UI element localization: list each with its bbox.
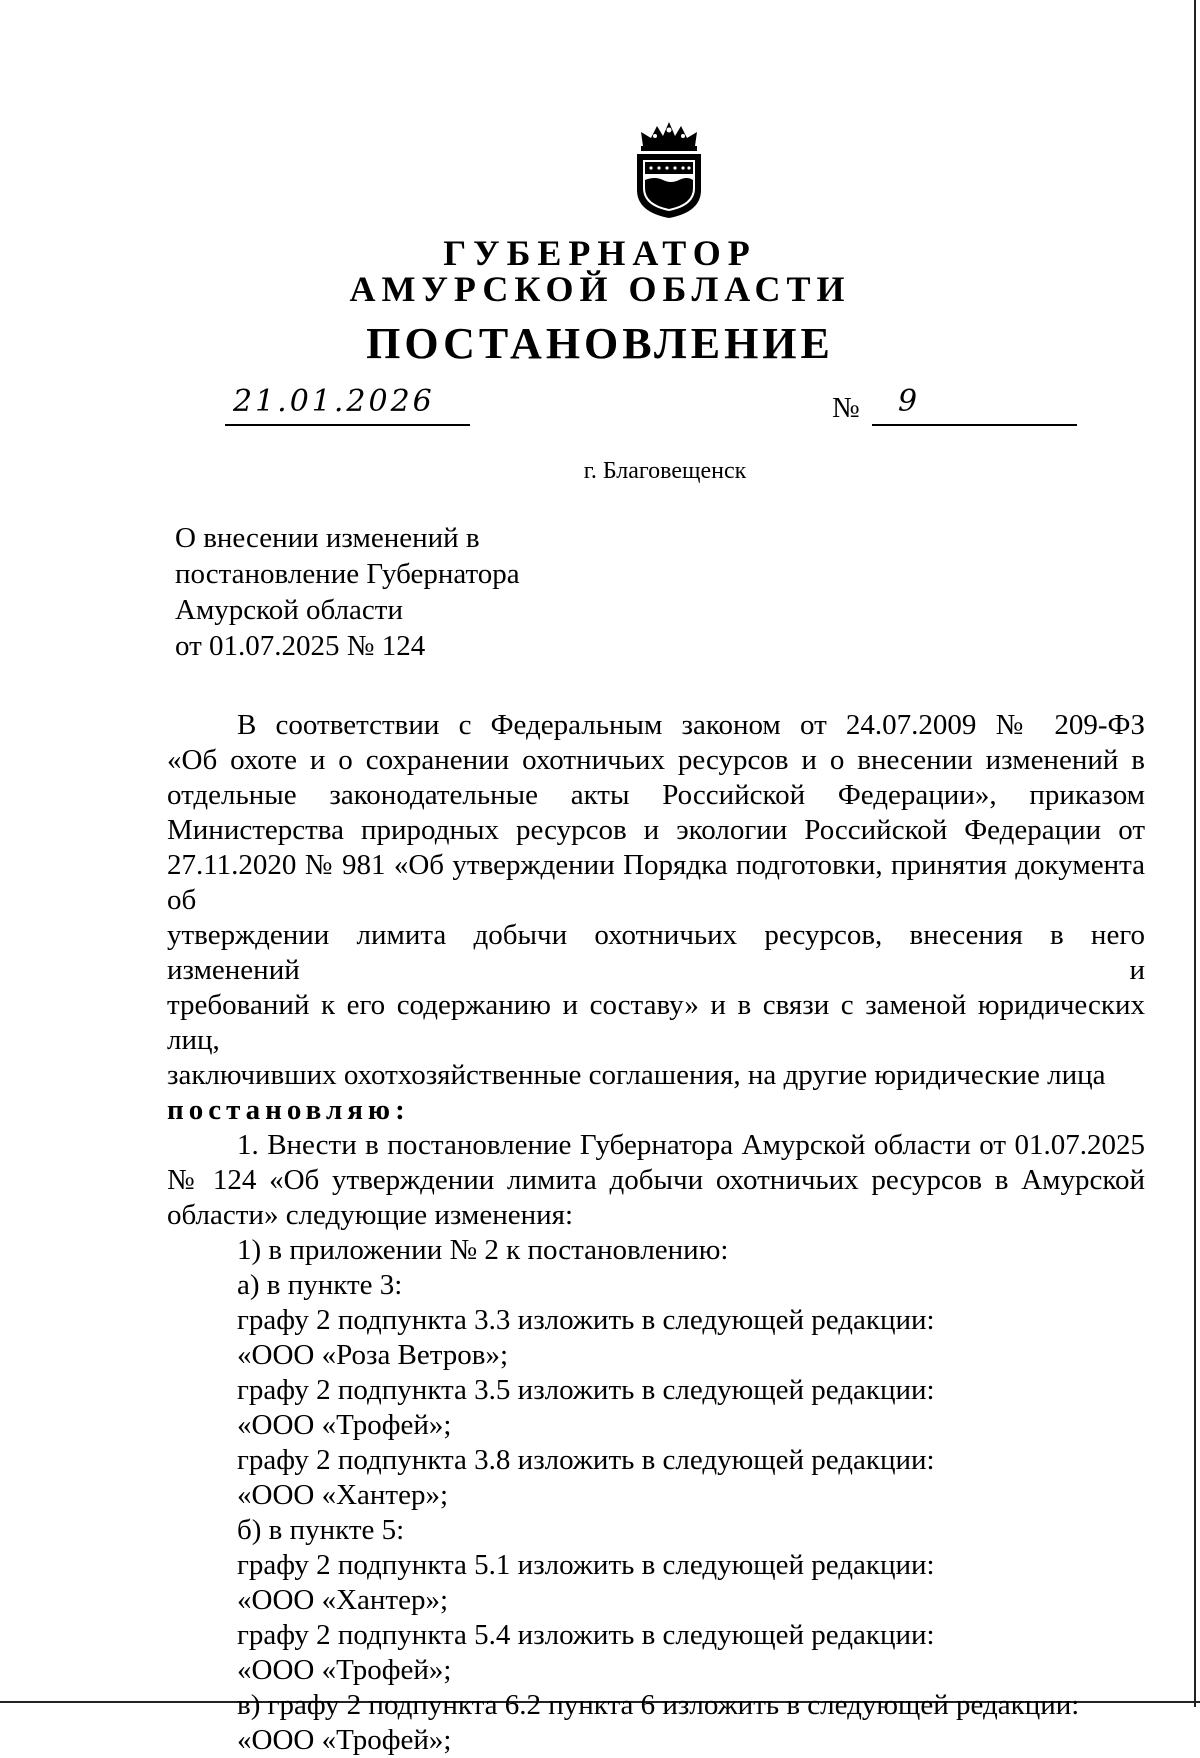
preamble-line: требований к его содержанию и составу» и в связи с заменой юридических лиц, — [167, 989, 1145, 1056]
list-line: б) в пункте 5: — [237, 1514, 405, 1546]
list-line: «ООО «Хантер»; — [237, 1584, 449, 1616]
list-line: в) графу 2 подпункта 6.2 пункта 6 изложить в следующей редакции: — [237, 1689, 1080, 1721]
subject-line: О внесении изменений в — [175, 522, 480, 554]
preamble-paragraph — [167, 708, 1145, 1758]
list-line: «ООО «Роза Ветров»; — [237, 1339, 509, 1371]
header-governor: ГУБЕРНАТОР — [443, 233, 757, 273]
item1-line: № 124 «Об утверждении лимита добычи охотничьих ресурсов в Амурской — [167, 1164, 1145, 1196]
decree-word: постановляю: — [167, 1094, 410, 1126]
subject-line: Амурской области — [175, 594, 403, 626]
list-line: графу 2 подпункта 3.8 изложить в следующей редакции: — [237, 1444, 935, 1476]
preamble-line: отдельные законодательные акты Российской Федерации», приказом — [167, 779, 1145, 811]
list-line: «ООО «Трофей»; — [237, 1654, 452, 1686]
list-line: «ООО «Трофей»; — [237, 1409, 452, 1441]
list-line: 1) в приложении № 2 к постановлению: — [237, 1234, 729, 1266]
handwritten-date: 21.01.2026 — [233, 384, 435, 419]
preamble-line: 27.11.2020 № 981 «Об утверждении Порядка подготовки, принятия документа об — [167, 849, 1145, 916]
list-line: «ООО «Хантер»; — [237, 1479, 449, 1511]
item1-line: области» следующие изменения: — [167, 1199, 574, 1231]
preamble-line: Министерства природных ресурсов и экологии Российской Федерации от — [167, 814, 1145, 846]
item1-line: 1. Внести в постановление Губернатора Амурской области от 01.07.2025 — [237, 1129, 1145, 1161]
subject-line: постановление Губернатора — [175, 558, 520, 590]
subject-line: от 01.07.2025 № 124 — [175, 630, 426, 662]
document-subject — [175, 520, 520, 664]
preamble-line: заключивших охотхозяйственные соглашения, на другие юридические лица — [167, 1059, 1106, 1091]
list-line: а) в пункте 3: — [237, 1269, 403, 1301]
preamble-line: В соответствии с Федеральным законом от 24.07.2009 № 209-ФЗ — [237, 709, 1145, 741]
handwritten-number: 9 — [898, 384, 918, 419]
date-field — [225, 384, 470, 426]
coat-of-arms-icon — [629, 120, 709, 220]
header-region: АМУРСКОЙ ОБЛАСТИ — [349, 269, 851, 309]
city-name: г. Благовещенск — [583, 458, 747, 484]
number-field — [872, 384, 1077, 426]
document-type-title: ПОСТАНОВЛЕНИЕ — [366, 319, 834, 368]
preamble-line: «Об охоте и о сохранении охотничьих ресурсов и о внесении изменений в — [167, 744, 1145, 776]
list-line: графу 2 подпункта 3.3 изложить в следующей редакции: — [237, 1304, 935, 1336]
list-line: графу 2 подпункта 3.5 изложить в следующей редакции: — [237, 1374, 935, 1406]
list-line: графу 2 подпункта 5.4 изложить в следующей редакции: — [237, 1619, 935, 1651]
list-line: «ООО «Трофей»; — [237, 1724, 452, 1756]
number-sign: № — [832, 392, 860, 424]
list-line: графу 2 подпункта 5.1 изложить в следующей редакции: — [237, 1549, 935, 1581]
preamble-line: утверждении лимита добычи охотничьих ресурсов, внесения в него изменений и — [167, 919, 1145, 986]
